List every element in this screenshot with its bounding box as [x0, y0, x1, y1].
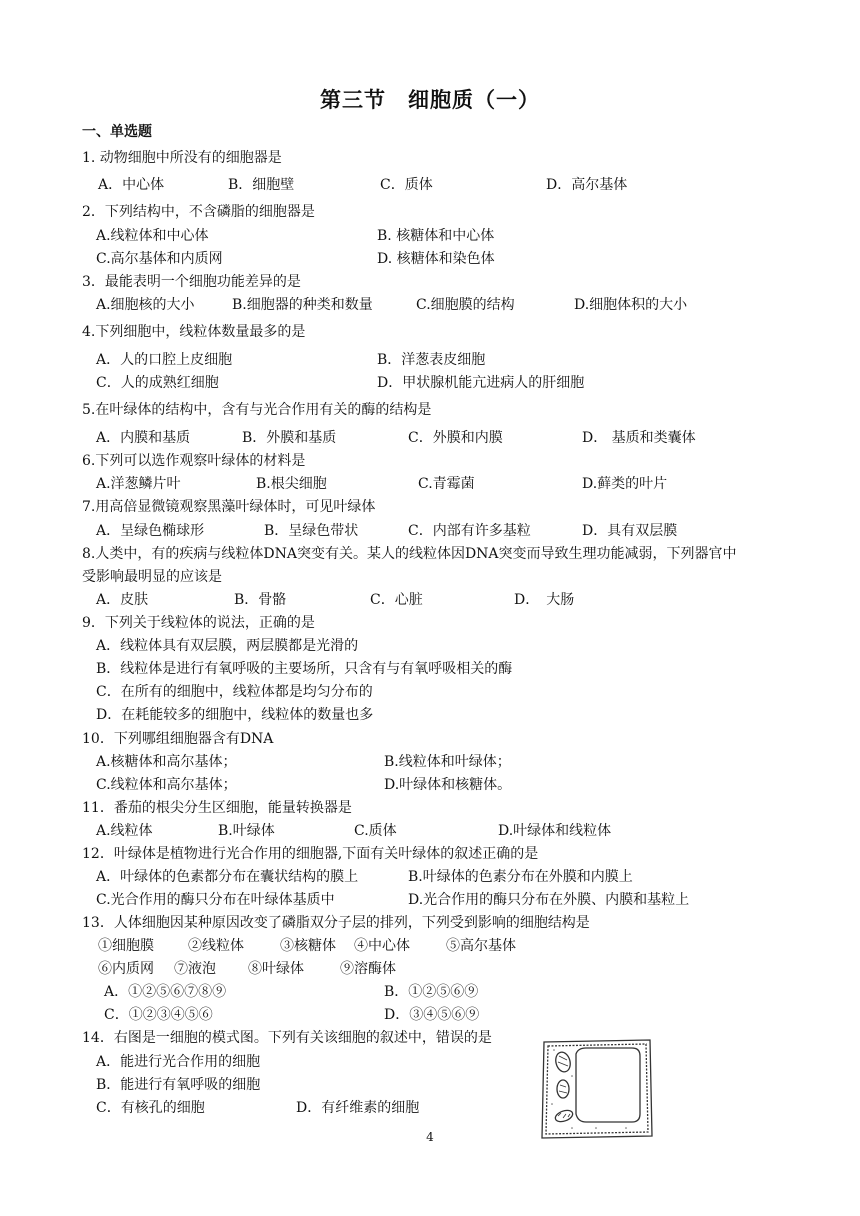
page-title: 第三节 细胞质（一）	[320, 88, 540, 112]
option: C.光合作用的酶只分布在叶绿体基质中	[96, 892, 335, 908]
option: A．叶绿体的色素都分布在囊状结构的膜上	[96, 869, 359, 885]
option: D．高尔基体	[546, 177, 628, 193]
question-stem: 12．叶绿体是植物进行光合作用的细胞器,下面有关叶绿体的叙述正确的是	[82, 846, 539, 862]
option: C．外膜和内膜	[408, 430, 503, 446]
option: A.洋葱鳞片叶	[96, 476, 181, 492]
structure-item: ⑨溶酶体	[340, 961, 396, 977]
option: A.线粒体和中心体	[96, 228, 209, 244]
option: C．心脏	[370, 592, 423, 608]
structure-item: ④中心体	[354, 938, 410, 954]
structure-item: ⑧叶绿体	[248, 961, 304, 977]
option: D． 大肠	[514, 592, 575, 608]
option: C．有核孔的细胞	[96, 1100, 205, 1116]
option: D.叶绿体和核糖体。	[384, 777, 512, 793]
option: C.线粒体和高尔基体；	[96, 777, 237, 793]
option: D．在耗能较多的细胞中，线粒体的数量也多	[96, 707, 374, 723]
option: B.叶绿体	[218, 823, 275, 839]
option: B.根尖细胞	[256, 476, 327, 492]
option: A．能进行光合作用的细胞	[96, 1054, 261, 1070]
option: D．甲状腺机能亢进病人的肝细胞	[377, 375, 585, 391]
question-stem: 6.下列可以选作观察叶绿体的材料是	[82, 453, 306, 469]
option: B．呈绿色带状	[264, 523, 359, 539]
option: B．骨骼	[234, 592, 287, 608]
option: A．人的口腔上皮细胞	[96, 352, 233, 368]
question-stem: 9．下列关于线粒体的说法，正确的是	[82, 615, 315, 631]
option: C．人的成熟红细胞	[96, 375, 219, 391]
option: C.质体	[354, 823, 397, 839]
structure-item: ⑦液泡	[174, 961, 216, 977]
option: A．线粒体具有双层膜，两层膜都是光滑的	[96, 638, 359, 654]
mitochondrion-cristae	[558, 1113, 570, 1118]
option: C．内部有许多基粒	[408, 523, 531, 539]
option: A.线粒体	[96, 823, 153, 839]
option: C.青霉菌	[418, 476, 475, 492]
option: B. 核糖体和中心体	[377, 228, 495, 244]
option: D． 基质和类囊体	[582, 430, 696, 446]
mitochondrion	[554, 1108, 574, 1124]
option: B．洋葱表皮细胞	[377, 352, 486, 368]
option: A．呈绿色椭球形	[96, 523, 205, 539]
option: D．③④⑤⑥⑨	[384, 1007, 480, 1023]
option: B．线粒体是进行有氧呼吸的主要场所，只含有与有氧呼吸相关的酶	[96, 661, 513, 677]
question-stem: 4.下列细胞中，线粒体数量最多的是	[82, 324, 306, 340]
chloroplast-grana	[558, 1056, 568, 1093]
option: B.细胞器的种类和数量	[232, 297, 373, 313]
option: A．中心体	[98, 177, 165, 193]
option: C．在所有的细胞中，线粒体都是均匀分布的	[96, 684, 373, 700]
option: C.细胞膜的结构	[416, 297, 515, 313]
question-stem: 13．人体细胞因某种原因改变了磷脂双分子层的排列，下列受到影响的细胞结构是	[82, 915, 590, 931]
section-heading: 一、单选题	[82, 124, 152, 140]
option: D．有纤维素的细胞	[296, 1100, 420, 1116]
chloroplast	[554, 1051, 573, 1074]
cell-wall-outer	[542, 1040, 652, 1138]
structure-item: ①细胞膜	[98, 938, 154, 954]
question-stem-continued: 受影响最明显的应该是	[82, 569, 222, 585]
question-stem: 2．下列结构中，不含磷脂的细胞器是	[82, 204, 315, 220]
option: B．能进行有氧呼吸的细胞	[96, 1077, 261, 1093]
question-stem: 14．右图是一细胞的模式图。下列有关该细胞的叙述中，错误的是	[82, 1030, 492, 1046]
option: D.藓类的叶片	[582, 476, 668, 492]
question-stem: 11．番茄的根尖分生区细胞，能量转换器是	[82, 800, 352, 816]
option: A．内膜和基质	[96, 430, 191, 446]
option: B．①②⑤⑥⑨	[384, 984, 479, 1000]
option: D.光合作用的酶只分布在外膜、内膜和基粒上	[408, 892, 690, 908]
option: A.核糖体和高尔基体；	[96, 754, 237, 770]
question-stem: 3．最能表明一个细胞功能差异的是	[82, 274, 301, 290]
question-stem: 5.在叶绿体的结构中，含有与光合作用有关的酶的结构是	[82, 402, 432, 418]
option: D．具有双层膜	[582, 523, 678, 539]
structure-item: ⑥内质网	[98, 961, 154, 977]
option: B．细胞壁	[228, 177, 295, 193]
page-number: 4	[426, 1130, 434, 1144]
option: B．外膜和基质	[242, 430, 337, 446]
plant-cell-diagram	[536, 1036, 656, 1141]
structure-item: ③核糖体	[280, 938, 336, 954]
option: D. 核糖体和染色体	[377, 251, 495, 267]
question-stem: 8.人类中，有的疾病与线粒体DNA突变有关。某人的线粒体因DNA突变而导致生理功能减弱，下列器官中	[82, 546, 737, 562]
question-stem: 1. 动物细胞中所没有的细胞器是	[82, 150, 282, 166]
question-stem: 10．下列哪组细胞器含有DNA	[82, 731, 274, 747]
option: C．①②③④⑤⑥	[104, 1007, 213, 1023]
vacuole	[576, 1048, 640, 1122]
option: A．皮肤	[96, 592, 149, 608]
option: B.线粒体和叶绿体；	[384, 754, 511, 770]
question-stem: 7.用高倍显微镜观察黑藻叶绿体时，可见叶绿体	[82, 499, 376, 515]
option: A．①②⑤⑥⑦⑧⑨	[104, 984, 227, 1000]
option: D.叶绿体和线粒体	[498, 823, 612, 839]
option: C．质体	[380, 177, 433, 193]
chloroplast	[557, 1080, 569, 1098]
option: C.高尔基体和内质网	[96, 251, 223, 267]
structure-item: ⑤高尔基体	[446, 938, 516, 954]
option: A.细胞核的大小	[96, 297, 195, 313]
option: D.细胞体积的大小	[574, 297, 688, 313]
structure-item: ②线粒体	[188, 938, 244, 954]
option: B.叶绿体的色素分布在外膜和内膜上	[408, 869, 633, 885]
